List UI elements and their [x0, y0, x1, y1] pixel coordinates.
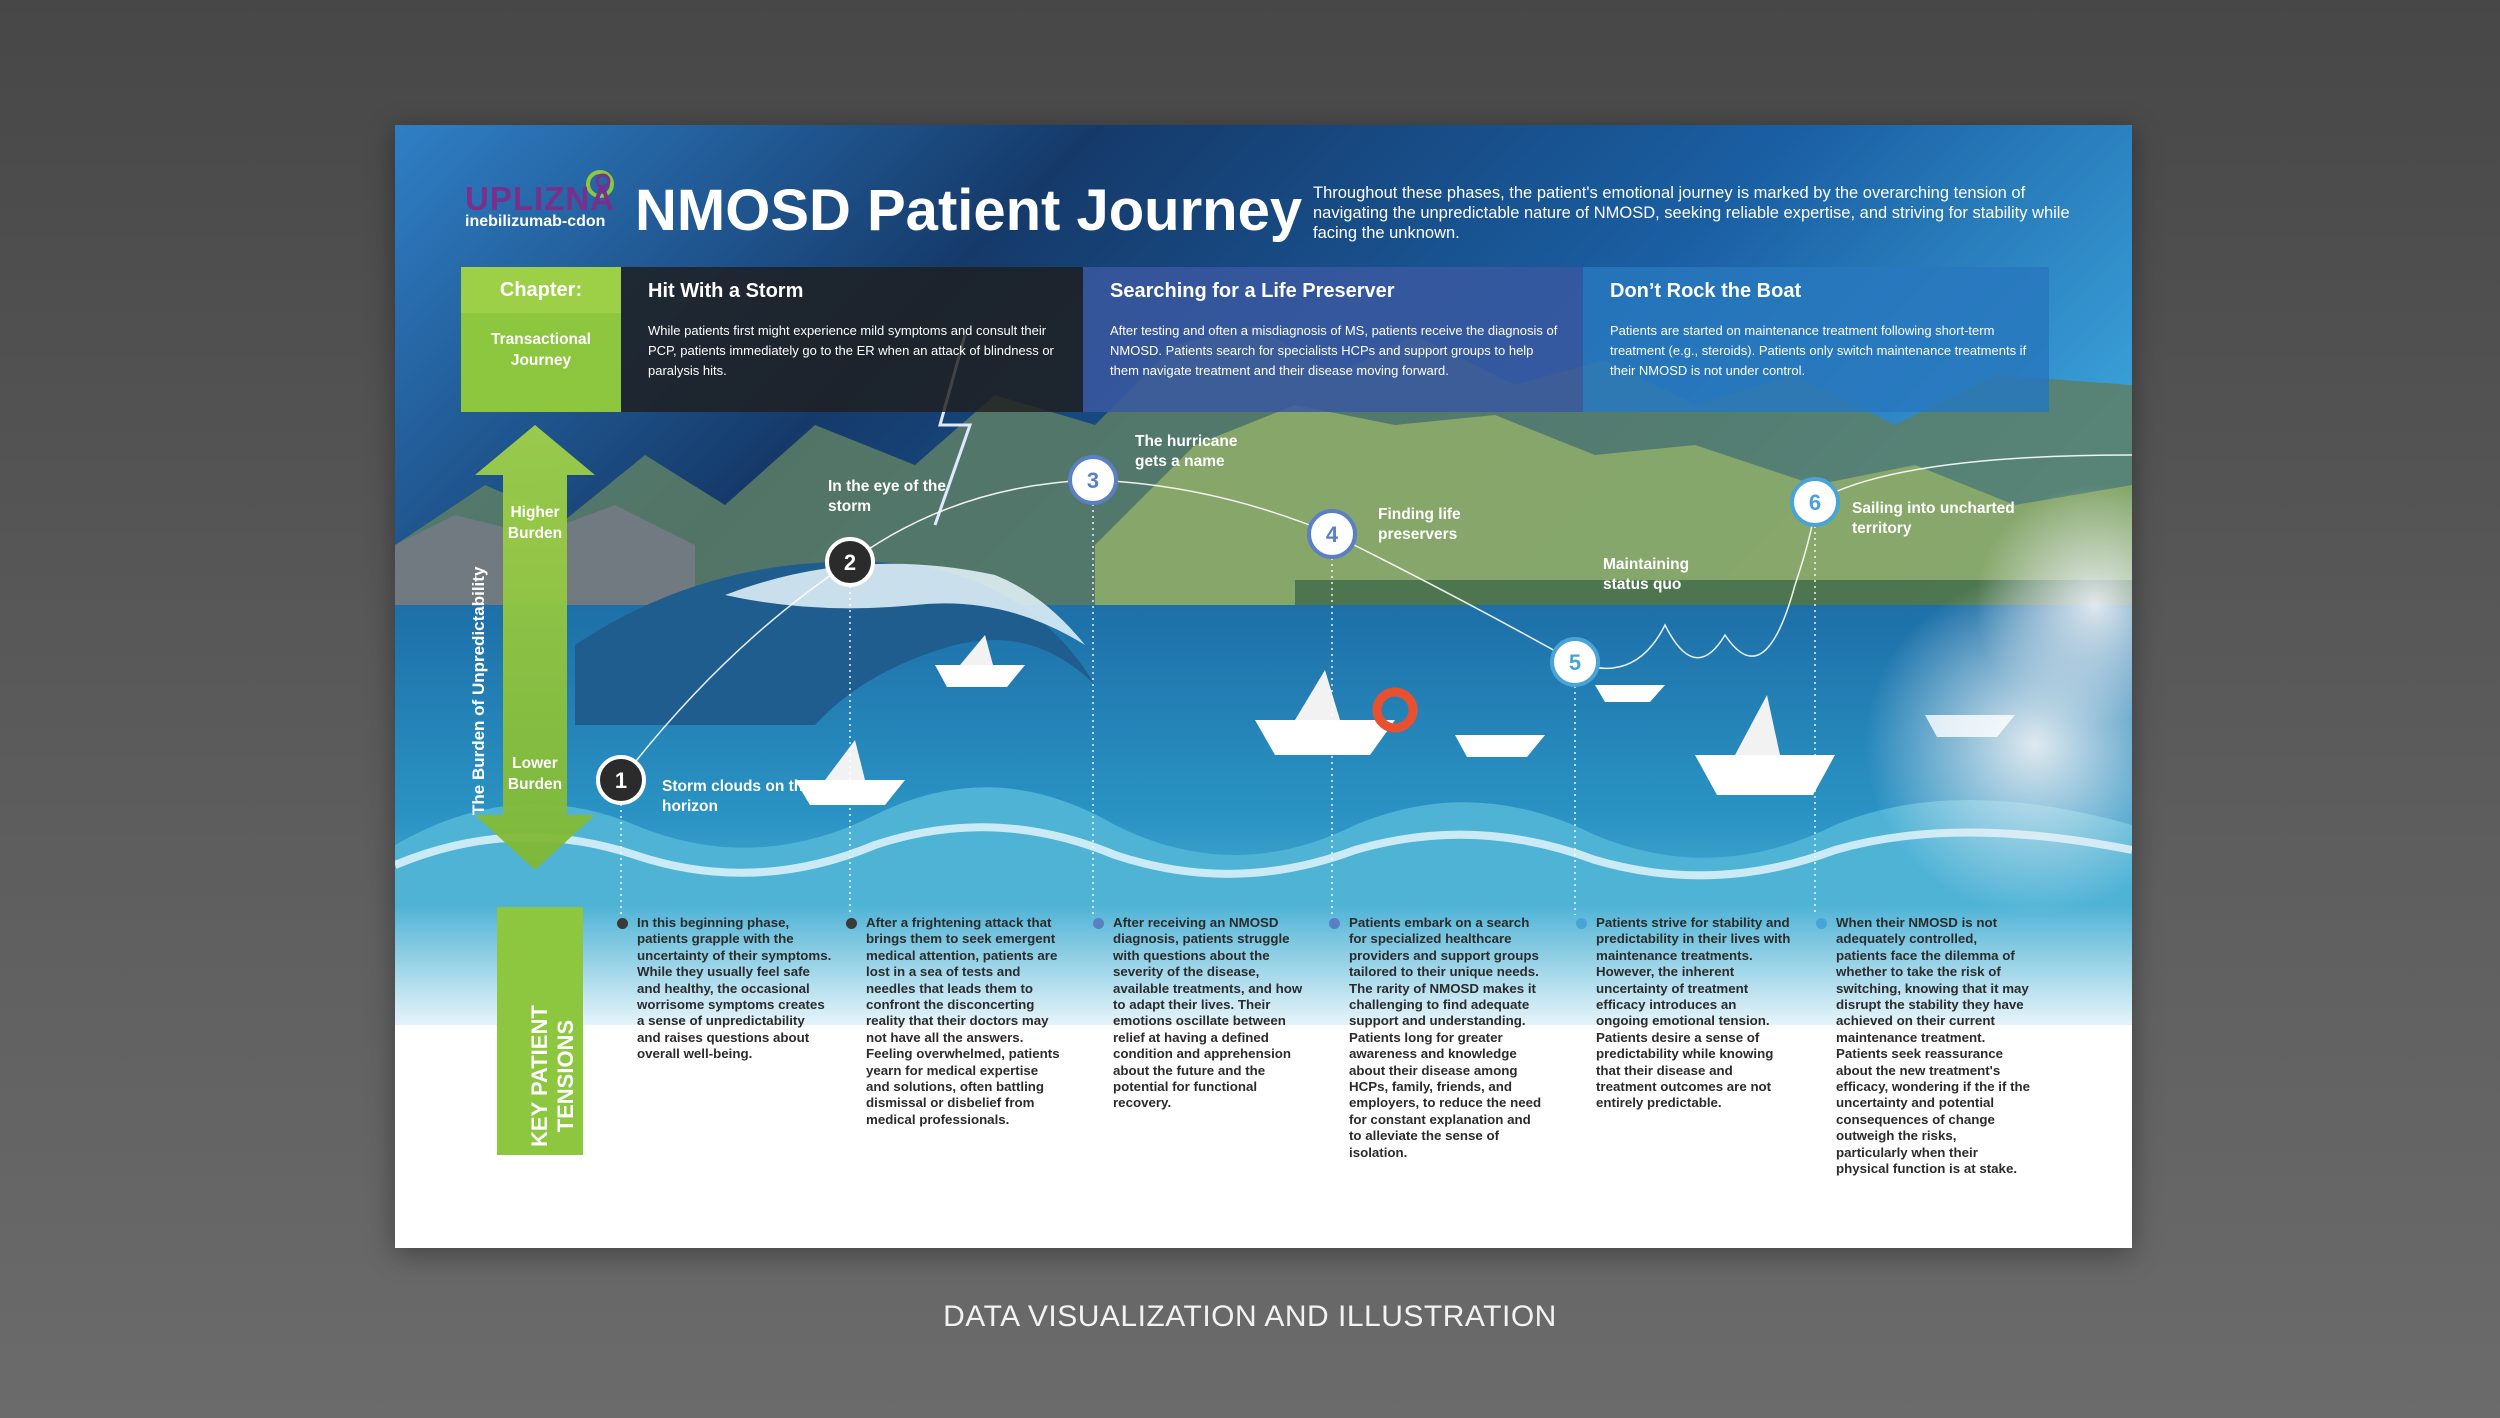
- phase-description: While patients first might experience mild symptoms and consult their PCP, patients immediately go to the ER when an attack of blindness or paralysis hits.: [648, 323, 1054, 378]
- step-marker-5: [1552, 639, 1598, 685]
- step-marker-3: [1070, 457, 1116, 503]
- tension-text: After receiving an NMOSD diagnosis, patients struggle with questions about the severity of the disease, available treatments, and how to adapt their lives. Their emotions oscillate between relief at having a defined condition and apprehension about the future and the potential for functional recovery.: [1113, 915, 1303, 1111]
- tension-2: [866, 915, 1061, 1128]
- step-number: 6: [1808, 490, 1822, 515]
- tension-5: [1596, 915, 1791, 1112]
- tension-dot: [617, 918, 628, 929]
- tension-dot: [1816, 918, 1827, 929]
- tension-text: Patients strive for stability and predictability in their lives with maintenance treatments. However, the inherent uncertainty of treatment efficacy introduces an ongoing emotional tension. Patients desire a sense of predictability while knowing that their disease and treatment outcomes are not entirely predictable.: [1596, 915, 1791, 1111]
- step-number: 1: [614, 768, 628, 793]
- tension-text: When their NMOSD is not adequately controlled, patients face the dilemma of whether to take the risk of switching, knowing that it may disrupt the stability they have achieved on their current maintenance treatment. Patients seek reassurance about the new treatment's efficacy, wondering if the if the uncertainty and potential consequences of change outweigh the risks, particularly when their physical function is at stake.: [1836, 915, 2031, 1177]
- intro-text: Throughout these phases, the patient's emotional journey is marked by the overarching tension of navigating the unpredictable nature of NMOSD, seeking reliable expertise, and striving for stability while facing the unknown.: [1313, 184, 2070, 242]
- step-number: 2: [843, 550, 857, 575]
- step-label-6: Sailing into uncharted territory: [1852, 500, 2015, 537]
- brand-generic-name: inebilizumab-cdon: [465, 213, 606, 230]
- step-marker-4: [1309, 511, 1355, 557]
- tension-3: [1113, 915, 1308, 1112]
- step-number: 4: [1325, 522, 1339, 547]
- step-marker-1: [598, 757, 644, 803]
- tension-dot: [846, 918, 857, 929]
- tension-dot: [1329, 918, 1340, 929]
- tension-dot: [1093, 918, 1104, 929]
- chapter-label-box: [461, 267, 621, 412]
- phase-description: After testing and often a misdiagnosis of MS, patients receive the diagnosis of NMOSD. Patients search for specialists HCPs and support groups to help them navigate treatment and their disease moving forward.: [1110, 323, 1558, 378]
- step-number: 5: [1568, 650, 1582, 675]
- step-marker-6: [1792, 479, 1838, 525]
- phase-title: Hit With a Storm: [648, 280, 804, 302]
- chapter-sublabel: Transactional Journey: [491, 331, 591, 369]
- tension-6: [1836, 915, 2031, 1178]
- lower-burden-label: Lower Burden: [507, 755, 563, 793]
- step-label-2: In the eye of the storm: [828, 478, 946, 515]
- step-label-3: The hurricane gets a name: [1135, 433, 1238, 470]
- phase-description: Patients are started on maintenance treatment following short-term treatment (e.g., steroids). Patients only switch maintenance treatments if their NMOSD is not under control.: [1610, 323, 2027, 378]
- brand-logo: UPLIZNA: [465, 180, 615, 217]
- phase-title: Searching for a Life Preserver: [1110, 280, 1395, 302]
- step-label-1: Storm clouds on the horizon: [662, 778, 812, 815]
- step-number: 3: [1086, 468, 1100, 493]
- tension-1: [637, 915, 832, 1063]
- chapter-label: Chapter:: [461, 267, 621, 313]
- step-label-5: Maintaining status quo: [1603, 556, 1690, 593]
- burden-axis-label: The Burden of Unpredictability: [469, 566, 488, 815]
- infographic-poster: [395, 125, 2132, 1248]
- higher-burden-label: Higher Burden: [507, 504, 563, 542]
- page-title: NMOSD Patient Journey: [635, 178, 1303, 243]
- key-tensions-label: KEY PATIENT TENSIONS: [527, 1005, 578, 1147]
- portfolio-caption: DATA VISUALIZATION AND ILLUSTRATION: [943, 1300, 1557, 1333]
- tension-text: After a frightening attack that brings them to seek emergent medical attention, patients are lost in a sea of tests and needles that leads them to confront the disconcerting reality that their doctors may not have all the answers. Feeling overwhelmed, patients yearn for medical expertise and solutions, often battling dismissal or disbelief from medical professionals.: [866, 915, 1060, 1127]
- step-marker-2: [827, 539, 873, 585]
- phase-panel-rock-boat: [1583, 267, 2049, 412]
- step-label-4: Finding life preservers: [1378, 506, 1461, 543]
- tension-dot: [1576, 918, 1587, 929]
- phase-panel-storm: [621, 267, 1083, 412]
- phase-panel-life-preserver: [1083, 267, 1583, 412]
- tension-text: In this beginning phase, patients grapple with the uncertainty of their symptoms. While they usually feel safe and healthy, the occasional worrisome symptoms creates a sense of unpredictability and raises questions about overall well-being.: [637, 915, 832, 1062]
- tension-4: [1349, 915, 1544, 1161]
- phase-title: Don’t Rock the Boat: [1610, 280, 1802, 302]
- tension-text: Patients embark on a search for specialized healthcare providers and support groups tailored to their unique needs. The rarity of NMOSD makes it challenging to find adequate support and understanding. Patients long for greater awareness and knowledge about their disease among HCPs, family, friends, and employers, to reduce the need for constant explanation and to alleviate the sense of isolation.: [1349, 915, 1542, 1160]
